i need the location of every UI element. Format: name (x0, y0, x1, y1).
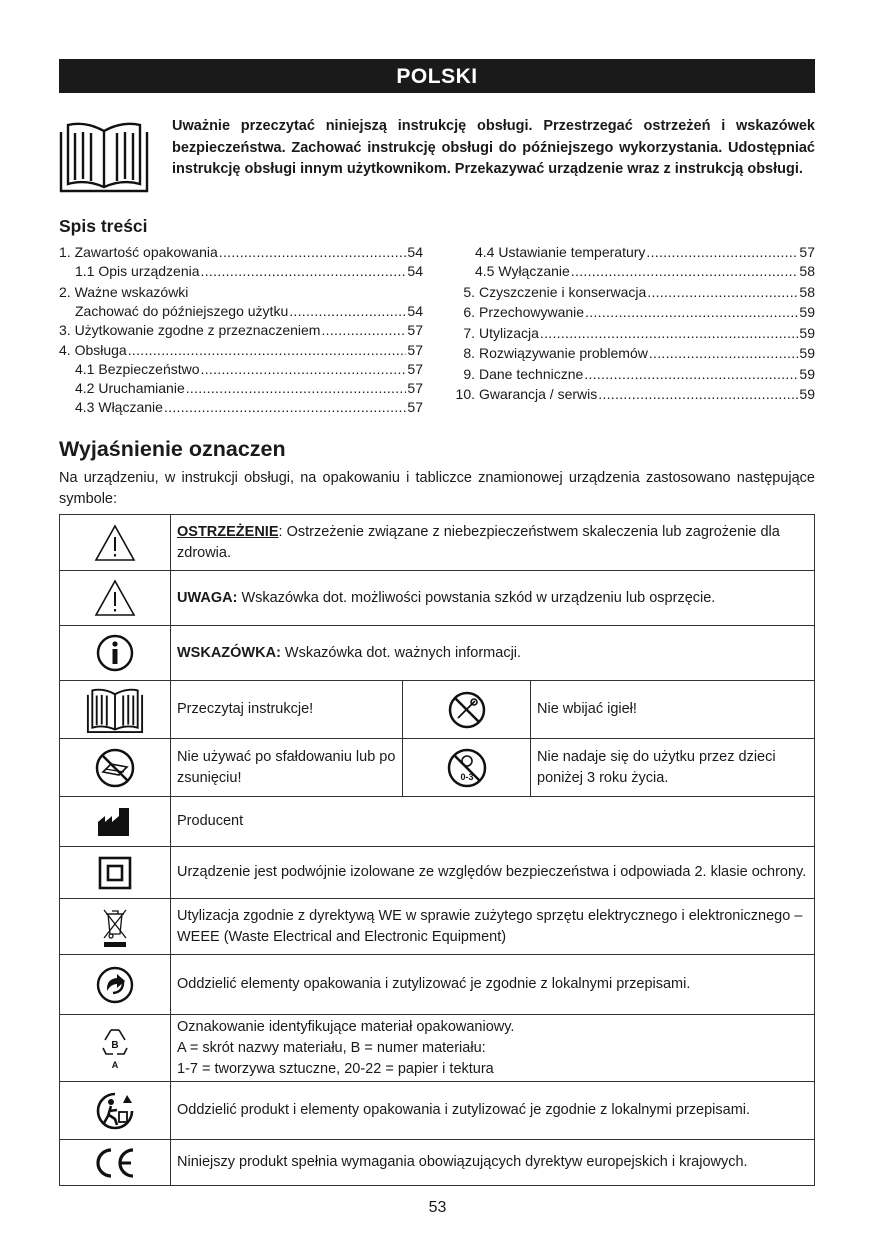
material-code-text: Oznakowanie identyfikujące materiał opakowaniowy. A = skrót nazwy materiału, B = numer materiału: 1-7 = tworzywa sztuczne, 20-22 = papier i tektura (171, 1015, 815, 1082)
toc-entry[interactable]: 8. Rozwiązywanie problemów ..... 59 (455, 344, 815, 363)
info-icon (95, 633, 135, 673)
note-description: WSKAZÓWKA: Wskazówka dot. ważnych informacji. (171, 626, 815, 681)
ce-text: Niniejszy produkt spełnia wymagania obowiązujących dyrektyw europejskich i krajowych. (171, 1140, 815, 1186)
toc-entry[interactable]: 4.5 Wyłączanie ..... 58 (455, 262, 815, 281)
toc-entry[interactable]: 3. Użytkowanie zgodne z przeznaczeniem ..... 57 (59, 321, 423, 340)
manufacturer-text: Producent (171, 797, 815, 847)
toc-right-column (455, 243, 815, 404)
separate-text: Oddzielić produkt i elementy opakowania i zutylizować je zgodnie z lokalnymi przepisami. (171, 1082, 815, 1140)
toc-entry[interactable]: 4. Obsługa ..... 57 (59, 341, 423, 360)
table-row (60, 1140, 815, 1186)
toc-entry[interactable]: 4.1 Bezpieczeństwo ..... 57 (59, 360, 423, 379)
manufacturer-icon (95, 806, 135, 838)
symbols-heading: Wyjaśnienie oznaczen (59, 437, 286, 461)
read-manual-icon (58, 118, 150, 194)
toc-title: Spis treści (59, 216, 148, 236)
toc-entry[interactable]: 7. Utylizacja ..... 59 (455, 324, 815, 343)
table-row (60, 847, 815, 899)
toc-entry[interactable]: 1. Zawartość opakowania ..... 54 (59, 243, 423, 262)
toc-entry[interactable]: 1.1 Opis urządzenia ..... 54 (59, 262, 423, 281)
table-row (60, 681, 815, 739)
no-needles-text: Nie wbijać igieł! (531, 681, 815, 739)
table-row (60, 955, 815, 1015)
table-row (60, 626, 815, 681)
svg-text:0-3: 0-3 (459, 771, 474, 782)
ce-mark-icon (91, 1146, 139, 1180)
toc-entry[interactable]: 10. Gwarancja / serwis ..... 59 (455, 385, 815, 404)
no-folded-icon (94, 747, 136, 789)
toc-entry[interactable]: 5. Czyszczenie i konserwacja ..... 58 (455, 283, 815, 302)
read-instructions-icon (86, 686, 144, 734)
table-row (60, 1082, 815, 1140)
toc-entry[interactable]: 6. Przechowywanie ..... 59 (455, 303, 815, 322)
toc-entry: 2. Ważne wskazówki (59, 283, 189, 300)
table-row (60, 739, 815, 797)
no-needles-icon (447, 690, 487, 730)
warning-description: OSTRZEŻENIE: Ostrzeżenie związane z niebezpieczeństwem skaleczenia lub zagrożenie dla zdrowia. (171, 515, 815, 571)
no-folded-text: Nie używać po sfałdowaniu lub po zsunięciu! (171, 739, 403, 797)
table-row (60, 797, 815, 847)
symbols-table (59, 514, 815, 1186)
svg-text:B: B (111, 1040, 119, 1051)
separate-waste-icon (95, 1091, 135, 1131)
language-banner: POLSKI (59, 59, 815, 93)
warning-triangle-icon (94, 524, 136, 562)
table-row (60, 571, 815, 626)
toc-entry[interactable]: 9. Dane techniczne ..... 59 (455, 365, 815, 384)
page-number: 53 (428, 1199, 447, 1216)
toc-entry[interactable]: Zachować do późniejszego użytku ..... 54 (59, 302, 423, 321)
caution-description: UWAGA: Wskazówka dot. możliwości powstania szkód w urządzeniu lub osprzęcie. (171, 571, 815, 626)
symbols-intro: Na urządzeniu, w instrukcji obsługi, na opakowaniu i tabliczce znamionowej urządzenia zastosowano następujące symbole: (59, 470, 815, 507)
recycling-code-icon (97, 1024, 133, 1072)
green-dot-icon (96, 966, 134, 1004)
toc-entry[interactable]: 4.2 Uruchamianie ..... 57 (59, 379, 423, 398)
toc-entry[interactable]: 4.3 Włączanie ..... 57 (59, 398, 423, 417)
toc-entry[interactable]: 4.4 Ustawianie temperatury ..... 57 (455, 243, 815, 262)
class2-text: Urządzenie jest podwójnie izolowane ze względów bezpieczeństwa i odpowiada 2. klasie ochrony. (171, 847, 815, 899)
table-row (60, 1015, 815, 1082)
svg-text:A: A (111, 1060, 119, 1070)
weee-text: Utylizacja zgodnie z dyrektywą WE w sprawie zużytego sprzętu elektrycznego i elektronicznego – WEEE (Waste Electrical and Electronic Equipment) (171, 899, 815, 955)
no-children-text: Nie nadaje się do użytku przez dzieci poniżej 3 roku życia. (531, 739, 815, 797)
protection-class-2-icon (98, 856, 132, 890)
table-row (60, 515, 815, 571)
toc-left-column (59, 243, 423, 417)
green-dot-text: Oddzielić elementy opakowania i zutylizować je zgodnie z lokalnymi przepisami. (171, 955, 815, 1015)
caution-triangle-icon (94, 579, 136, 617)
table-row (60, 899, 815, 955)
read-instructions-text: Przeczytaj instrukcje! (171, 681, 403, 739)
intro-text: Uważnie przeczytać niniejszą instrukcję obsługi. Przestrzegać ostrzeżeń i wskazówek bezpieczeństwa. Zachować instrukcję obsługi do późniejszego wykorzystania. Udostępniać instrukcję obsługi innym użytkownikom. Przekazywać urządzenie wraz z instrukcją obsługi. (172, 118, 815, 177)
not-for-children-icon (446, 747, 488, 789)
weee-bin-icon (100, 906, 130, 948)
